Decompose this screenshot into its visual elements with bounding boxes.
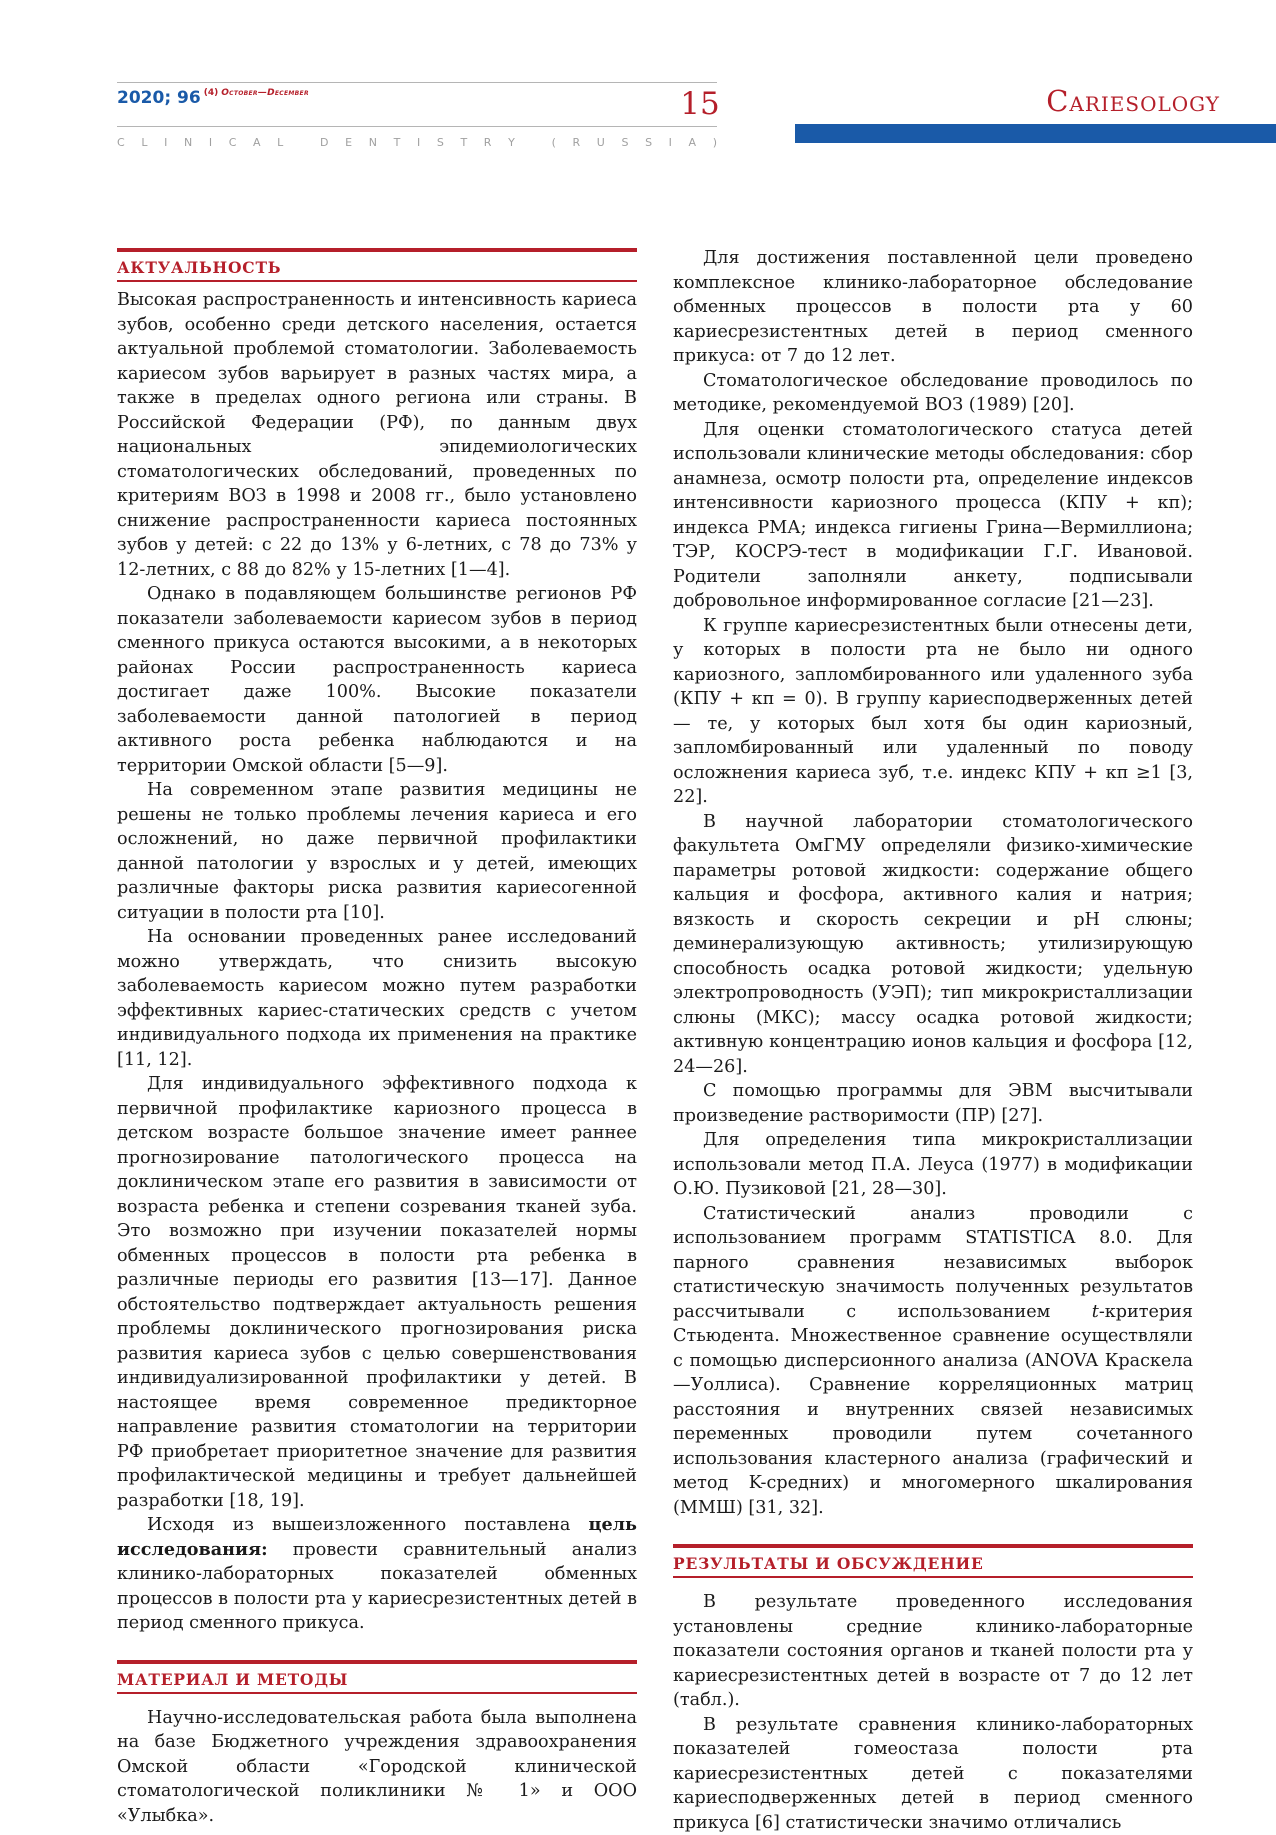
journal-name-letter: I xyxy=(669,136,672,149)
journal-name xyxy=(117,136,717,149)
journal-name-letter: D xyxy=(320,136,328,149)
issue-number: (4) xyxy=(204,88,219,98)
paragraph-statistics xyxy=(673,1202,1193,1521)
aim-text-end: провести сравнительный анализ клинико-лабораторных показателей обменных процессов в полости рта у кариесрезистентных детей в период сменного прикуса. xyxy=(117,1540,637,1634)
paragraph: Высокая распространенность и интенсивность кариеса зубов, особенно среди детского населения, остается актуальной проблемой стоматологии. Заболеваемость кариесом зубов варьирует в разных частях мира, а также в пределах одного региона или страны. В Российской Федерации (РФ), по данным двух национальных эпидемиологических стоматологических обследований, проведенных по критериям ВОЗ в 1998 и 2008 гг., было установлено снижение распространенности кариеса постоянных зубов у детей: с 22 до 13% у 6-летних, с 78 до 73% у 12-летних, с 88 до 82% у 15-летних [1—4]. xyxy=(117,288,637,582)
paragraph: Для оценки стоматологического статуса детей использовали клинические методы обследования: сбор анамнеза, осмотр полости рта, определение индексов интенсивности кариозного процесса (КПУ + кп); индекса РМА; индекса гигиены Грина—Вермиллиона; ТЭР, КОСРЭ-тест в модификации Г.Г. Ивановой. Родители заполняли анкету, подписывали добровольное информированное согласие [21—23]. xyxy=(673,418,1193,614)
journal-name-letter: ( xyxy=(552,136,556,149)
paragraph: На современном этапе развития медицины не решены не только проблемы лечения кариеса и его осложнений, но даже первичной профилактики данной патологии у взрослых и у детей, имеющих различные факторы риска развития кариесогенной ситуации в полости рта [10]. xyxy=(117,778,637,925)
journal-name-letter: A xyxy=(689,136,697,149)
paragraph: Однако в подавляющем большинстве регионов РФ показатели заболеваемости кариесом зубов в период сменного прикуса остаются высокими, а в некоторых районах России распространенность кариеса достигает даже 100%. Высокие показатели заболеваемости данной патологией в период активного роста ребенка наблюдаются и на территории Омской области [5—9]. xyxy=(117,582,637,778)
paragraph: В результате сравнения клинико-лабораторных показателей гомеостаза полости рта кариесрезистентных детей с показателями кариесподверженных детей в период сменного прикуса [6] статистически значимо отличались xyxy=(673,1713,1193,1835)
issue-info xyxy=(117,88,309,108)
journal-name-letter: N xyxy=(369,136,377,149)
paragraph: Для индивидуального эффективного подхода к первичной профилактике кариозного процесса в детском возрасте большое значение имеет раннее прогнозирование патологического процесса на доклиническом этапе его развития в зависимости от возраста ребенка и степени созревания тканей зуба. Это возможно при изучении показателей нормы обменных процессов в полости рта ребенка в различные периоды его развития [13—17]. Данное обстоятельство подтверждает актуальность решения проблемы доклинического прогнозирования риска развития кариеса зубов с целью совершенствования индивидуализированной профилактики у детей. В настоящее время современное предикторное направление развития стоматологии на территории РФ приобретает приоритетное значение для развития профилактической медицины и требует дальнейшей разработки [18, 19]. xyxy=(117,1072,637,1513)
paragraph: Для достижения поставленной цели проведено комплексное клинико-лабораторное обследование обменных процессов в полости рта у 60 кариесрезистентных детей в период сменного прикуса: от 7 до 12 лет. xyxy=(673,246,1193,369)
left-column xyxy=(117,248,637,1828)
page-number: 15 xyxy=(655,86,745,122)
journal-name-letter: C xyxy=(229,136,237,149)
journal-name-letter: C xyxy=(117,136,125,149)
paragraph: Стоматологическое обследование проводилось по методике, рекомендуемой ВОЗ (1989) [20]. xyxy=(673,369,1193,418)
journal-name-letter: L xyxy=(277,136,283,149)
section-title: Cariesology xyxy=(960,84,1220,118)
issue-period: October—December xyxy=(221,88,309,98)
journal-name-letter: I xyxy=(417,136,420,149)
journal-name-letter: ) xyxy=(713,136,717,149)
paragraph: На основании проведенных ранее исследований можно утверждать, что снизить высокую заболеваемость кариесом можно путем разработки эффективных кариес-статических средств с учетом индивидуального подхода их применения на практике [11, 12]. xyxy=(117,925,637,1072)
journal-name-letter: S xyxy=(621,136,628,149)
journal-name-letter: E xyxy=(345,136,352,149)
header-rule-top xyxy=(117,82,717,83)
journal-name-letter: R xyxy=(484,136,492,149)
aim-text-start: Исходя из вышеизложенного поставлена xyxy=(147,1515,588,1535)
journal-name-letter: S xyxy=(645,136,652,149)
paragraph: Для определения типа микрокристаллизации использовали метод П.А. Леуса (1977) в модификации О.Ю. Пузиковой [21, 28—30]. xyxy=(673,1128,1193,1202)
journal-name-letter: S xyxy=(437,136,444,149)
paragraph: С помощью программы для ЭВМ высчитывали произведение растворимости (ПР) [27]. xyxy=(673,1079,1193,1128)
paragraph-aim xyxy=(117,1513,637,1636)
right-column xyxy=(673,246,1193,1835)
issue-year-volume: 2020; 96 xyxy=(117,88,201,108)
stats-text-start: Статистический анализ проводили с использованием программ STATISTICA 8.0. Для парного сравнения независимых выборок статистическую значимость полученных результатов рассчитывали с использованием xyxy=(673,1204,1193,1322)
paragraph: В научной лаборатории стоматологического факультета ОмГМУ определяли физико-химические параметры ротовой жидкости: содержание общего кальция и фосфора, активного калия и натрия; вязкость и скорость секреции и pH слюны; деминерализующую активность; утилизирующую способность осадка ротовой жидкости; удельную электропроводность (УЭП); тип микрокристаллизации слюны (МКС); массу осадка ротовой жидкости; активную концентрацию ионов кальция и фосфора [12, 24—26]. xyxy=(673,810,1193,1080)
journal-name-letter: T xyxy=(460,136,467,149)
journal-name-letter: L xyxy=(141,136,147,149)
journal-name-letter: R xyxy=(572,136,580,149)
paragraph: В результате проведенного исследования установлены средние клинико-лабораторные показатели состояния органов и тканей полости рта у кариесрезистентных детей в возрасте от 7 до 12 лет (табл.). xyxy=(673,1590,1193,1713)
journal-name-letter: I xyxy=(164,136,167,149)
header-rule-bottom xyxy=(117,126,717,127)
journal-name-letter: I xyxy=(209,136,212,149)
journal-name-letter: T xyxy=(394,136,401,149)
stats-t-symbol: t xyxy=(1092,1302,1099,1322)
section-heading-relevance: АКТУАЛЬНОСТЬ xyxy=(117,248,637,282)
section-heading-methods: МАТЕРИАЛ И МЕТОДЫ xyxy=(117,1660,637,1694)
section-heading-results: РЕЗУЛЬТАТЫ И ОБСУЖДЕНИЕ xyxy=(673,1544,1193,1578)
journal-name-letter xyxy=(531,136,535,149)
section-color-bar xyxy=(795,124,1276,143)
journal-name-letter: Y xyxy=(508,136,515,149)
stats-text-end: -критерия Стьюдента. Множественное сравнение осуществляли с помощью дисперсионного анализа (ANOVA Краскела—Уоллиса). Сравнение корреляционных матриц расстояния и внутренних связей независимых переменных проводили путем сочетанного использования кластерного анализа (графический и метод K-средних) и многомерного шкалирования (ММШ) [31, 32]. xyxy=(673,1302,1193,1518)
paragraph: Научно-исследовательская работа была выполнена на базе Бюджетного учреждения здравоохранения Омской области «Городской клинической стоматологической поликлиники № 1» и ООО «Улыбка». xyxy=(117,1706,637,1829)
journal-name-letter: U xyxy=(597,136,605,149)
paragraph: К группе кариесрезистентных были отнесены дети, у которых в полости рта не было ни одного кариозного, запломбированного или удаленного зуба (КПУ + кп = 0). В группу кариесподверженных детей — те, у которых был хотя бы один кариозный, запломбированный или удаленный по поводу осложнения кариеса зуб, т.е. индекс КПУ + кп ≥1 [3, 22]. xyxy=(673,614,1193,810)
aim-label: цель исследования: xyxy=(117,1514,637,1560)
journal-name-letter: N xyxy=(184,136,192,149)
journal-name-letter xyxy=(300,136,304,149)
journal-name-letter: A xyxy=(253,136,261,149)
